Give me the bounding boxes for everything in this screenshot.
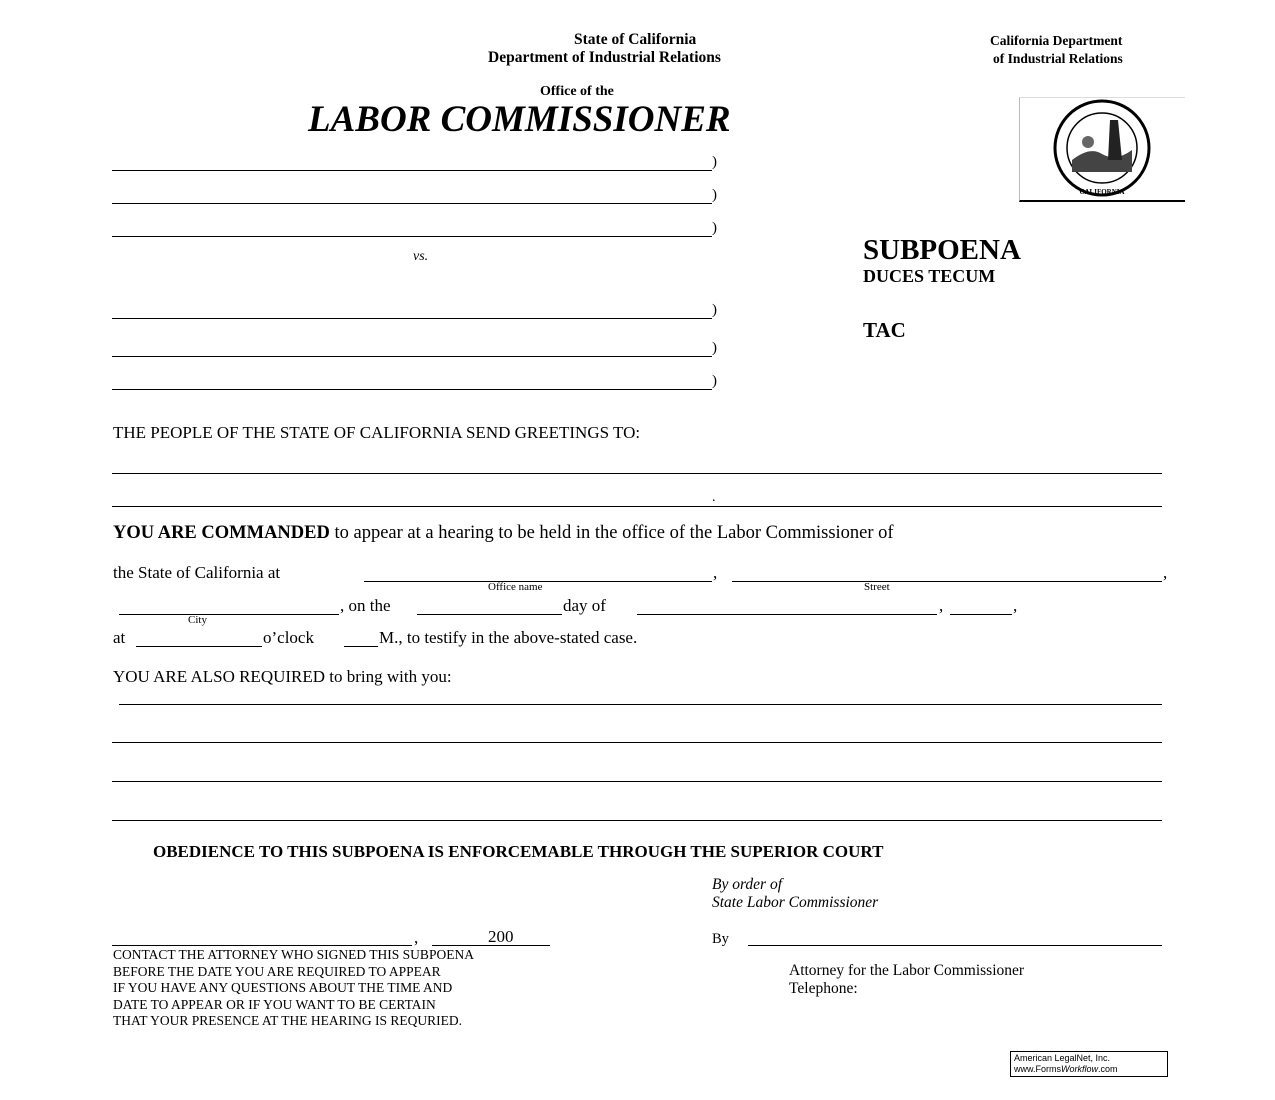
time-field[interactable]	[136, 646, 262, 647]
by-label: By	[712, 931, 729, 947]
state-seal-icon	[1020, 98, 1185, 200]
header-dept: Department of Industrial Relations	[488, 49, 721, 66]
caption-paren: )	[712, 220, 717, 236]
period: .	[712, 490, 716, 505]
date-field[interactable]	[112, 945, 412, 946]
doc-subtitle: DUCES TECUM	[863, 266, 996, 286]
obedience-notice: OBEDIENCE TO THIS SUBPOENA IS ENFORCEMABLE THROUGH THE SUPERIOR COURT	[153, 842, 884, 861]
caption-paren: )	[712, 340, 717, 356]
svg-text:CALIFORNIA: CALIFORNIA	[1079, 188, 1125, 196]
oclock-label: o’clock	[263, 628, 314, 647]
by-order: By order of	[712, 876, 783, 893]
caption-paren: )	[712, 154, 717, 170]
attorney-notice: CONTACT THE ATTORNEY WHO SIGNED THIS SUBPOENA BEFORE THE DATE YOU ARE REQUIRED TO APPEAR IF YOU HAVE ANY QUESTIONS ABOUT THE TIME AND DATE TO APPEAR OR IF YOU WANT TO BE CERTAIN THAT YOUR PRESENCE AT THE HEARING IS REQURIED.	[113, 947, 474, 1029]
comma: ,	[1013, 596, 1018, 615]
also-required: YOU ARE ALSO REQUIRED to bring with you:	[113, 667, 452, 686]
seal-frame	[1019, 97, 1185, 202]
comma: ,	[713, 563, 718, 582]
command-rest: to appear at a hearing to be held in the office of the Labor Commissioner of	[334, 523, 894, 543]
logo-line1: California Department	[990, 33, 1123, 48]
attorney-label: Attorney for the Labor Commissioner	[789, 962, 1025, 979]
command-bold: YOU ARE COMMANDED	[113, 523, 330, 543]
ampm-field[interactable]	[344, 646, 378, 647]
comma: ,	[939, 596, 944, 615]
on-the: , on the	[340, 596, 391, 615]
day-of: day of	[563, 596, 606, 615]
vs-label: vs.	[413, 249, 429, 264]
case-prefix: TAC	[863, 318, 906, 342]
year-field[interactable]	[950, 614, 1012, 615]
street-field[interactable]	[732, 581, 1162, 582]
caption-paren: )	[712, 373, 717, 389]
doc-title: SUBPOENA	[863, 234, 1021, 266]
items-line[interactable]	[119, 704, 1162, 705]
year-prefix: 200	[488, 927, 514, 946]
comma: ,	[414, 928, 419, 947]
items-line[interactable]	[112, 742, 1162, 743]
signature-field[interactable]	[748, 945, 1162, 946]
city-field[interactable]	[119, 614, 339, 615]
command-line	[113, 523, 894, 544]
items-line[interactable]	[112, 781, 1162, 782]
office-of: Office of the	[540, 84, 614, 99]
month-field[interactable]	[637, 614, 937, 615]
state-labor-commissioner: State Labor Commissioner	[712, 894, 879, 911]
testify-text: M., to testify in the above-stated case.	[379, 628, 638, 647]
at-label: at	[113, 628, 126, 647]
comma: ,	[1163, 563, 1168, 582]
logo-line2: of Industrial Relations	[993, 51, 1123, 66]
office-label: Office name	[488, 581, 543, 593]
caption-paren: )	[712, 302, 717, 318]
day-field[interactable]	[417, 614, 562, 615]
telephone-label: Telephone:	[789, 980, 858, 997]
caption-paren: )	[712, 187, 717, 203]
header-state: State of California	[574, 31, 697, 48]
state-at: the State of California at	[113, 563, 281, 582]
city-label: City	[188, 614, 207, 626]
items-line[interactable]	[112, 820, 1162, 821]
street-label: Street	[864, 581, 890, 593]
publisher-credit: American LegalNet, Inc. www.FormsWorkflow.com	[1010, 1051, 1168, 1077]
greeting: THE PEOPLE OF THE STATE OF CALIFORNIA SEND GREETINGS TO:	[113, 423, 641, 442]
page-title: LABOR COMMISSIONER	[308, 99, 731, 140]
